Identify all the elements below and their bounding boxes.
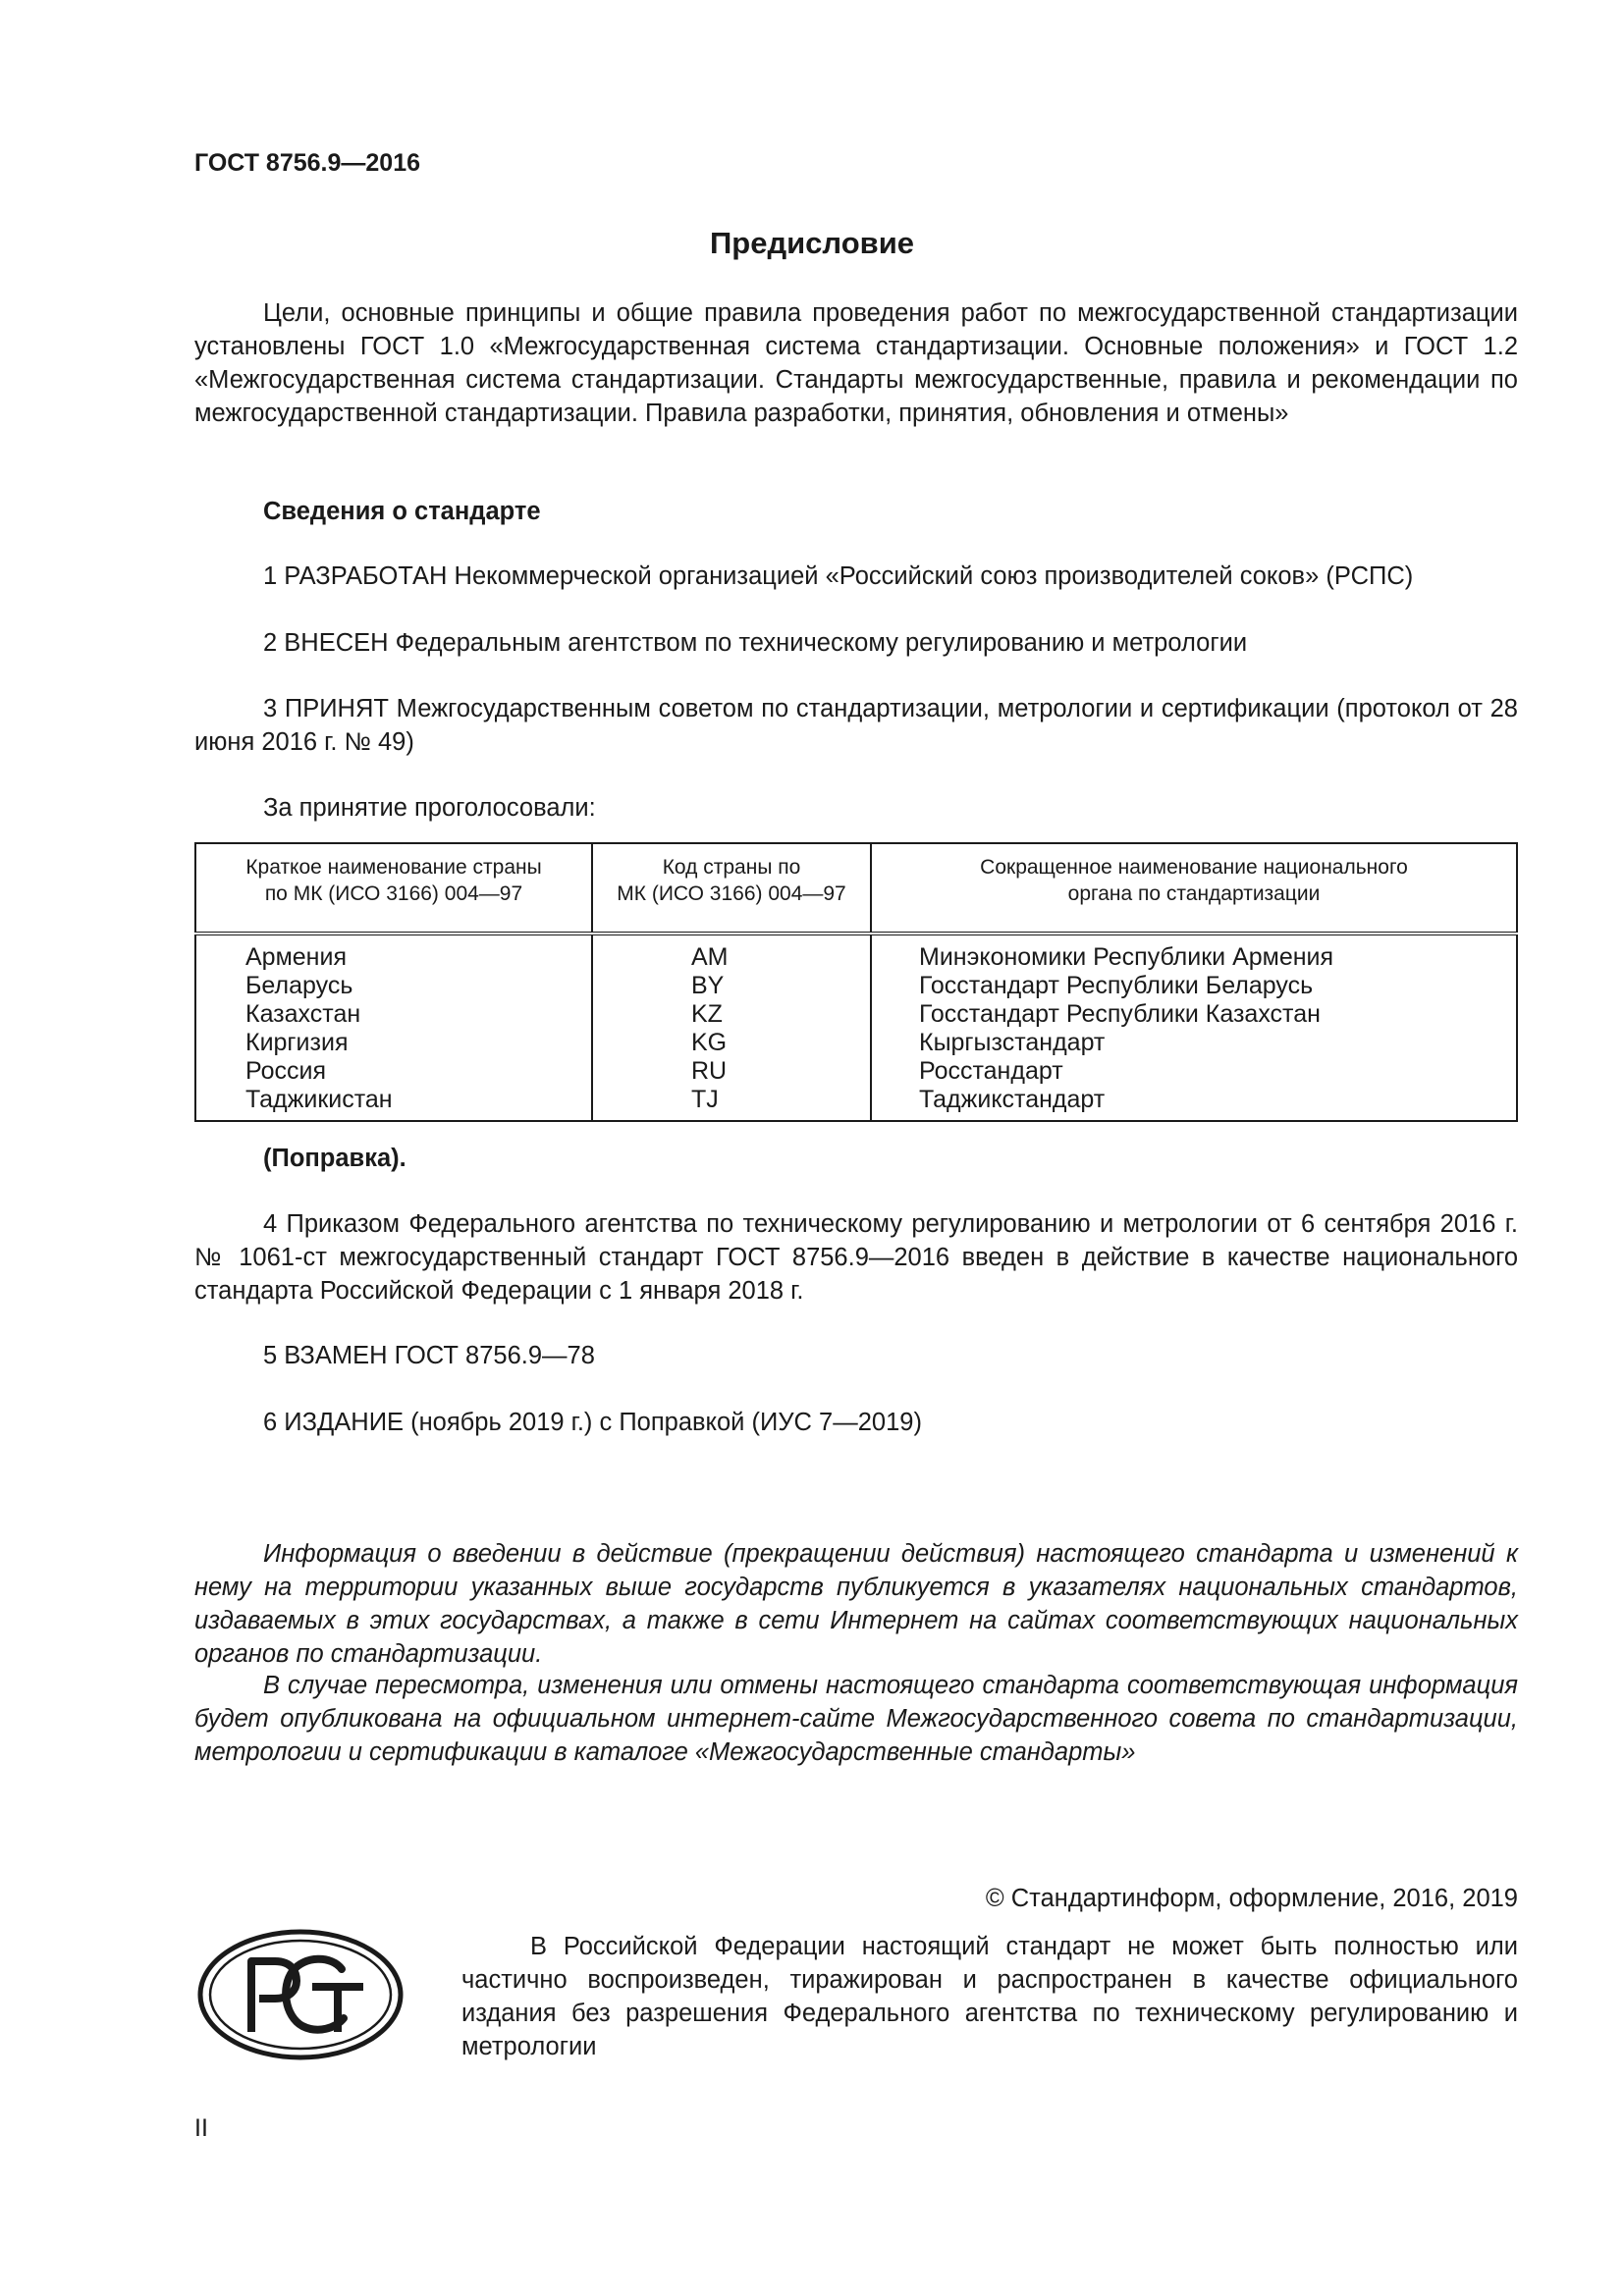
amendment-note: (Поправка). bbox=[263, 1145, 406, 1172]
item-replaces: 5 ВЗАМЕН ГОСТ 8756.9—78 bbox=[263, 1342, 595, 1369]
rst-certification-mark-icon bbox=[194, 1926, 406, 2063]
section-heading: Сведения о стандарте bbox=[263, 498, 541, 525]
table-row bbox=[195, 1086, 1517, 1121]
code-cell: TJ bbox=[592, 1086, 871, 1121]
voted-label: За принятие проголосовали: bbox=[263, 794, 596, 822]
document-id: ГОСТ 8756.9—2016 bbox=[194, 149, 421, 177]
header-body: Сокращенное наименование национального органа по стандартизации bbox=[871, 843, 1517, 934]
item-adopted: 3 ПРИНЯТ Межгосударственным советом по стандартизации, метрологии и сертификации (протокол от 28 июня 2016 г. № 49) bbox=[194, 695, 1518, 756]
country-cell: Армения bbox=[195, 934, 592, 972]
body-cell: Госстандарт Республики Казахстан bbox=[919, 1000, 1321, 1028]
country-cell: Казахстан bbox=[195, 1000, 592, 1029]
code-cell: KG bbox=[592, 1029, 871, 1057]
notice-paragraph-1: Информация о введении в действие (прекращении действия) настоящего стандарта и изменений к нему на территории указанных выше государств публикуется в указателях национальных стандартов, издаваемых в этих государствах, а также в сети Интернет на сайтах соответствующих национальных органов по стандартизации. bbox=[194, 1540, 1518, 1668]
body-cell: Росстандарт bbox=[919, 1057, 1063, 1085]
code-cell: AM bbox=[592, 934, 871, 972]
country-cell: Россия bbox=[195, 1057, 592, 1086]
country-cell: Киргизия bbox=[195, 1029, 592, 1057]
header-country: Краткое наименование страны по МК (ИСО 3166) 004—97 bbox=[195, 843, 592, 934]
code-cell: RU bbox=[592, 1057, 871, 1086]
reproduction-notice: В Российской Федерации настоящий стандарт не может быть полностью или частично воспроизведен, тиражирован и распространен в качестве официального издания без разрешения Федерального агентства по техническому регулированию и метрологии bbox=[461, 1933, 1518, 2060]
table-row bbox=[195, 1029, 1517, 1057]
table-row bbox=[195, 972, 1517, 1000]
code-cell: KZ bbox=[592, 1000, 871, 1029]
body-cell: Кыргызстандарт bbox=[919, 1029, 1106, 1056]
table-row bbox=[195, 1057, 1517, 1086]
table-header-row bbox=[195, 843, 1517, 934]
item-developed: 1 РАЗРАБОТАН Некоммерческой организацией «Российский союз производителей соков» (РСПС) bbox=[263, 562, 1414, 590]
country-cell: Беларусь bbox=[195, 972, 592, 1000]
intro-paragraph: Цели, основные принципы и общие правила проведения работ по межгосударственной стандартизации установлены ГОСТ 1.0 «Межгосударственная система стандартизации. Основные положения» и ГОСТ 1.2 «Межгосударственная система стандартизации. Стандарты межгосударственные, правила и рекомендации по межгосударственной стандартизации. Правила разработки, принятия, обновления и отмены» bbox=[194, 299, 1518, 427]
body-cell: Таджикстандарт bbox=[919, 1086, 1106, 1113]
country-cell: Таджикистан bbox=[195, 1086, 592, 1121]
item-introduced: 2 ВНЕСЕН Федеральным агентством по техническому регулированию и метрологии bbox=[263, 629, 1248, 657]
header-code: Код страны по МК (ИСО 3166) 004—97 bbox=[592, 843, 871, 934]
notice-paragraph-2: В случае пересмотра, изменения или отмены настоящего стандарта соответствующая информация будет опубликована на официальном интернет-сайте Межгосударственного совета по стандартизации, метрологии и сертификации в каталоге «Межгосударственные стандарты» bbox=[194, 1672, 1518, 1766]
table-row bbox=[195, 934, 1517, 972]
body-cell: Госстандарт Республики Беларусь bbox=[919, 972, 1314, 999]
voting-countries-table bbox=[194, 842, 1518, 1122]
page-title: Предисловие bbox=[709, 226, 914, 260]
code-cell: BY bbox=[592, 972, 871, 1000]
table-row bbox=[195, 1000, 1517, 1029]
copyright-line: © Стандартинформ, оформление, 2016, 2019 bbox=[985, 1885, 1518, 1912]
item-edition: 6 ИЗДАНИЕ (ноябрь 2019 г.) с Поправкой (ИУС 7—2019) bbox=[263, 1409, 922, 1436]
page-number: II bbox=[194, 2114, 208, 2142]
body-cell: Минэкономики Республики Армения bbox=[919, 943, 1334, 971]
item-enacted: 4 Приказом Федерального агентства по техническому регулированию и метрологии от 6 сентября 2016 г. № 1061-ст межгосударственный стандарт ГОСТ 8756.9—2016 введен в действие в качестве национального стандарта Российской Федерации с 1 января 2018 г. bbox=[194, 1210, 1518, 1305]
